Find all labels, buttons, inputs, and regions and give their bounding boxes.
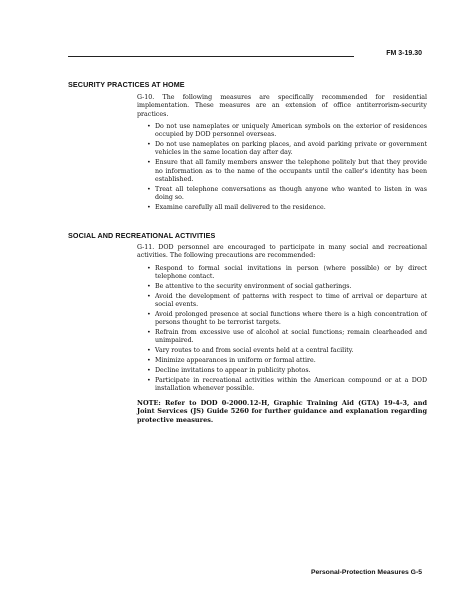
- bullet-list-social: [137, 265, 427, 394]
- footer-page-title: Personal-Protection Measures G-5: [310, 569, 422, 576]
- publication-id: FM 3-19.30: [386, 50, 422, 57]
- list-item: • Respond to formal social invitations in person (where possible) or by direct telephone contact.: [147, 264, 427, 280]
- bullet-icon: •: [147, 347, 151, 355]
- list-item: • Decline invitations to appear in publicity photos.: [147, 367, 311, 375]
- list-item: • Minimize appearances in uniform or formal attire.: [147, 357, 316, 365]
- list-item: • Ensure that all family members answer the telephone politely but that they provide no information as to the name of the occupants until the caller's identity has been established.: [147, 159, 427, 183]
- list-item: • Do not use nameplates on parking places, and avoid parking private or government vehicles in the same location day after day.: [147, 141, 427, 157]
- bullet-icon: •: [147, 310, 151, 318]
- list-item: • Examine carefully all mail delivered to the residence.: [147, 203, 326, 211]
- note-paragraph: NOTE: Refer to DOD 0-2000.12-H, Graphic Training Aid (GTA) 19-4-3, and Joint Services (JS) Guide 5260 for further guidance and explanation regarding protective measures.: [137, 398, 427, 424]
- bullet-icon: •: [147, 282, 151, 290]
- bullet-icon: •: [147, 185, 151, 193]
- bullet-icon: •: [147, 376, 151, 384]
- list-item: • Avoid the development of patterns with respect to time of arrival or departure at social events.: [147, 292, 427, 308]
- list-item: • Avoid prolonged presence at social functions where there is a high concentration of persons thought to be terrorist targets.: [147, 310, 427, 327]
- bullet-icon: •: [147, 357, 151, 365]
- paragraph-g11: G-11. DOD personnel are encouraged to participate in many social and recreational activities. The following precautions are recommended:: [137, 244, 427, 260]
- header-rule: [68, 56, 354, 57]
- bullet-icon: •: [147, 141, 151, 149]
- bullet-icon: •: [147, 159, 151, 167]
- bullet-icon: •: [147, 292, 151, 300]
- bullet-icon: •: [147, 264, 151, 272]
- bullet-list-security: [137, 123, 427, 212]
- section-heading-security-practices: SECURITY PRACTICES AT HOME: [68, 80, 185, 89]
- bullet-icon: •: [147, 203, 151, 211]
- list-item: • Refrain from excessive use of alcohol at social functions; remain clearheaded and unimpaired.: [147, 329, 427, 345]
- list-item: • Participate in recreational activities within the American compound or at a DOD installation whenever possible.: [147, 376, 427, 393]
- list-item: • Do not use nameplates or uniquely American symbols on the exterior of residences occupied by DOD personnel overseas.: [147, 122, 427, 139]
- list-item: • Vary routes to and from social events held at a central facility.: [147, 347, 354, 355]
- section-1-body: [137, 94, 427, 214]
- bullet-icon: •: [147, 367, 151, 375]
- section-2-body: [137, 244, 427, 424]
- list-item: • Be attentive to the security environment of social gatherings.: [147, 282, 352, 290]
- list-item: • Treat all telephone conversations as though anyone who wanted to listen in was doing so.: [147, 185, 427, 202]
- section-heading-social-recreational: SOCIAL AND RECREATIONAL ACTIVITIES: [68, 231, 216, 240]
- bullet-icon: •: [147, 122, 151, 130]
- bullet-icon: •: [147, 329, 151, 337]
- paragraph-g10: G-10. The following measures are specifically recommended for residential implementation. These measures are an extension of office antiterrorism-security practices.: [137, 94, 427, 118]
